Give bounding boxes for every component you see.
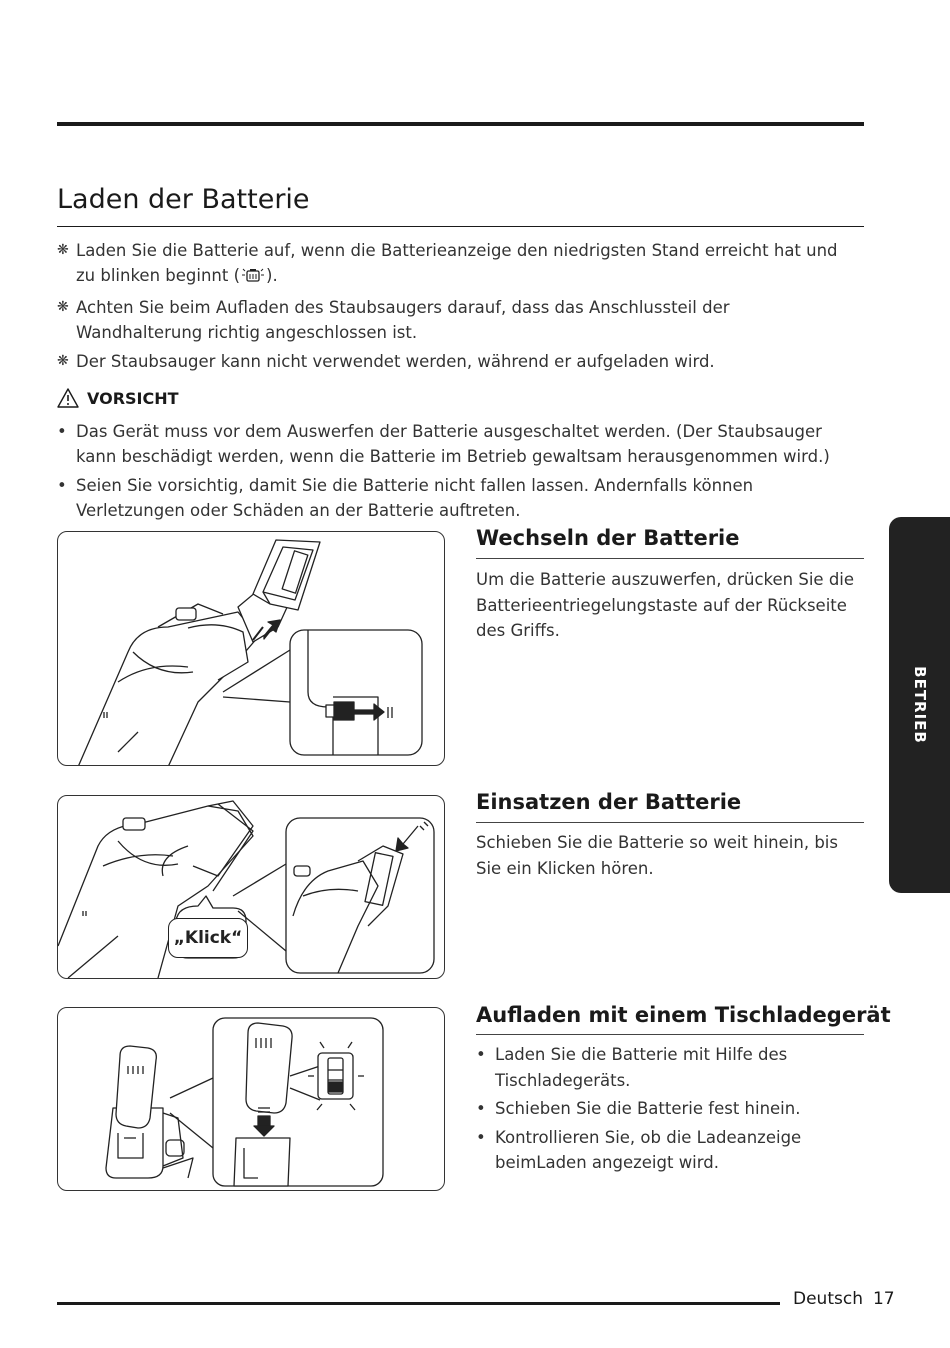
bottom-rule (57, 1302, 780, 1305)
bullet: • (57, 476, 67, 495)
page-footer (793, 1289, 895, 1309)
bullet: • (476, 1045, 486, 1064)
section-text-insert-battery: Schieben Sie die Batterie so weit hinein, bis Sie ein Klicken hören. (476, 833, 838, 878)
note-text: Laden Sie die Batterie auf, wenn die Batterieanzeige den niedrigsten Stand erreicht hat und zu blinken beginnt ( (76, 241, 838, 285)
bullet: • (476, 1127, 486, 1147)
page-number: 17 (872, 1289, 895, 1309)
list-item-text: Laden Sie die Batterie mit Hilfe des Tischladegeräts. (495, 1045, 788, 1090)
warning-triangle-icon (57, 388, 79, 408)
section-rule (476, 558, 864, 559)
section-text-replace-battery: Um die Batterie auszuwerfen, drücken Sie die Batterieentriegelungstaste auf der Rückseite des Griffs. (476, 570, 855, 640)
section-title-insert-battery: Einsatzen der Batterie (476, 790, 742, 814)
bullet: • (476, 1099, 486, 1118)
caution-item (57, 473, 862, 523)
top-rule (57, 122, 864, 126)
note-marker: ❋ (57, 353, 69, 369)
note-marker: ❋ (57, 299, 69, 315)
note-text-suffix: ). (266, 266, 278, 285)
caution-item (57, 419, 862, 469)
section-title-replace-battery: Wechseln der Batterie (476, 526, 740, 550)
page-title: Laden der Batterie (57, 184, 310, 215)
caution-text: Das Gerät muss vor dem Auswerfen der Batterie ausgeschaltet werden. (Der Staubsauger kann beschädigt werden, wenn die Batterie im Betrieb gewaltsam herausgenommen wird.) (76, 422, 830, 466)
list-item-text: Schieben Sie die Batterie fest hinein. (495, 1099, 801, 1118)
caution-text: Seien Sie vorsichtig, damit Sie die Batterie nicht fallen lassen. Andernfalls können Verletzungen oder Schäden an der Batterie auftreten. (76, 476, 754, 520)
title-rule (57, 226, 864, 227)
footer-language: Deutsch (793, 1289, 863, 1309)
list-item-text: Kontrollieren Sie, ob die Ladeanzeige beimLaden angezeigt wird. (495, 1127, 802, 1172)
battery-blink-icon (240, 266, 266, 291)
list-item (476, 1125, 866, 1176)
bullet: • (57, 422, 67, 441)
note-text: Der Staubsauger kann nicht verwendet werden, während er aufgeladen wird. (76, 352, 715, 371)
figure-battery-insertion (57, 795, 445, 979)
section-title-table-charger: Aufladen mit einem Tischladegerät (476, 1003, 891, 1027)
section-list-table-charger (476, 1042, 866, 1179)
note-item (57, 349, 857, 374)
notes-list (57, 238, 857, 378)
section-rule (476, 822, 864, 823)
note-marker: ❋ (57, 242, 69, 258)
figure-table-charger (57, 1007, 445, 1191)
caution-list (57, 419, 862, 527)
note-item (57, 295, 857, 345)
chapter-side-tab (889, 517, 950, 893)
figure-battery-removal (57, 531, 445, 766)
chapter-side-tab-label: BETRIEB (910, 666, 929, 744)
caution-heading (57, 388, 179, 408)
click-callout: „Klick“ (168, 918, 248, 958)
section-rule (476, 1034, 864, 1035)
note-item (57, 238, 857, 291)
list-item (476, 1096, 866, 1122)
note-text: Achten Sie beim Aufladen des Staubsaugers darauf, dass das Anschlussteil der Wandhalterung richtig angeschlossen ist. (76, 298, 730, 342)
list-item (476, 1042, 866, 1093)
caution-label: VORSICHT (87, 388, 179, 408)
